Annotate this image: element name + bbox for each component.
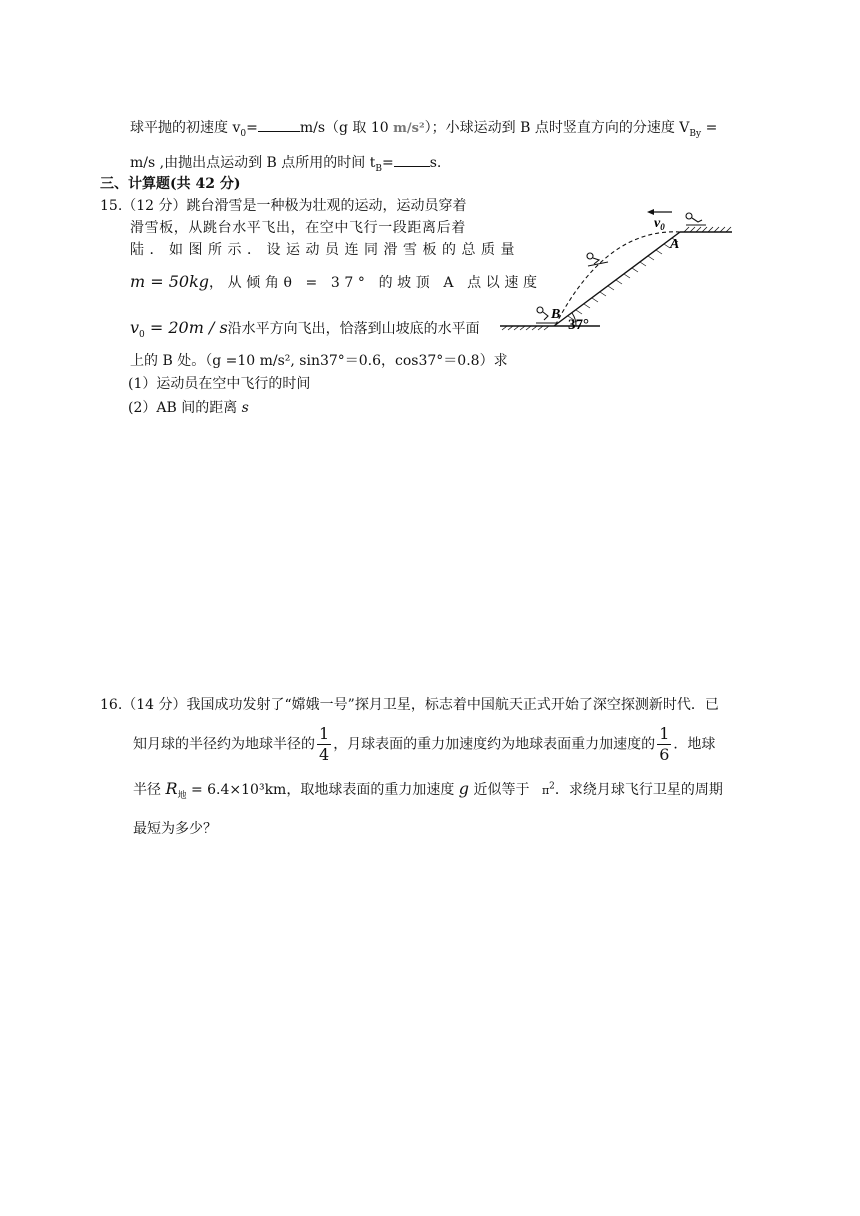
- distance-symbol: s: [241, 400, 249, 416]
- prev-text: ）；小球运动到 B 点时竖直方向的分速度 V: [424, 120, 690, 136]
- q15-sub-question-2: [128, 401, 249, 415]
- fraction-numerator: 1: [319, 724, 330, 743]
- q15-line-4: [130, 274, 542, 290]
- prev-sub: By: [689, 128, 702, 139]
- q15-sub-question-1: (1）运动员在空中飞行的时间: [128, 376, 311, 392]
- q16-text: 知月球的半径约为地球半径的: [133, 736, 315, 753]
- q15-line-3: 陆．如图所示．设运动员连同滑雪板的总质量: [130, 242, 520, 258]
- fraction-one-quarter: [317, 724, 331, 765]
- slope-hatch: [568, 238, 678, 320]
- mass-expr: m = 50kg: [130, 272, 210, 291]
- v0-label: $v_0$: [654, 216, 665, 232]
- fraction-one-sixth: [657, 724, 671, 765]
- prev-text: m/s（g 取 10: [299, 120, 389, 136]
- velocity-arrow-head: [647, 209, 654, 215]
- angle-label: 37°: [568, 317, 589, 333]
- q15-text: 沿水平方向飞出，恰落到山坡底的水平面: [227, 321, 480, 337]
- q16-line-4: 最短为多少？: [133, 821, 217, 837]
- fraction-numerator: 1: [659, 724, 670, 743]
- q16-text: 半径: [133, 782, 166, 798]
- pi-symbol: π: [541, 784, 550, 797]
- q16-text: 近似等于: [469, 782, 530, 798]
- q15-text: ，从倾角θ = 37° 的坡顶 A 点以速度: [209, 275, 542, 291]
- q16-line-2: [133, 724, 715, 765]
- point-b-label: B: [551, 307, 561, 322]
- fraction-denominator: 4: [319, 745, 330, 764]
- ski-slope-figure: [496, 200, 740, 336]
- fraction-denominator: 6: [659, 745, 670, 764]
- radius-symbol: R: [165, 779, 178, 798]
- platform-hatch: [684, 227, 731, 232]
- section-heading: 三、计算题(共 42 分): [100, 176, 241, 192]
- q16-text: ，月球表面的重力加速度约为地球表面重力加速度的: [333, 736, 656, 753]
- q16-text: ．地球: [673, 736, 716, 753]
- point-a-label: A: [670, 237, 680, 252]
- prev-text: 球平抛的初速度 v: [130, 120, 241, 136]
- q16-text: = 6.4×10³km，取地球表面的重力加速度: [186, 782, 459, 798]
- unit-image-text: m/s²: [393, 121, 425, 136]
- q15-line-2: 滑雪板，从跳台水平飞出，在空中飞行一段距离后着: [130, 220, 466, 236]
- velocity-expr: = 20m / s: [144, 318, 228, 337]
- q16-line-3: 半径 $R_地 = 6.4\times 10^3km$，取地球表面的重力加速度 g 近似等于 $\pi^2$．求绕月球飞行卫星的周期: [133, 779, 723, 801]
- prev-line-1: [130, 119, 718, 139]
- prev-text: m/s ,由抛出点运动到 B 点所用的时间 t: [130, 155, 376, 171]
- q15-line-6: 上的 B 处。（g =10 m/s², sin37°＝0.6，cos37°＝0.8）求: [130, 353, 508, 369]
- q16-line-1: 16.（14 分）我国成功发射了“嫦娥一号”探月卫星，标志着中国航天正式开始了深空探测新时代．已: [100, 697, 719, 713]
- prev-text: s.: [429, 155, 442, 171]
- velocity-symbol: v: [130, 318, 140, 337]
- gravity-symbol: g: [458, 779, 470, 798]
- radius-sub: 地: [177, 790, 187, 801]
- prev-text: =: [701, 120, 718, 136]
- prev-text: =: [381, 155, 394, 171]
- answer-blank-tb[interactable]: [394, 154, 430, 167]
- q16-text: ．求绕月球飞行卫星的周期: [554, 782, 723, 798]
- q15-line-1: 15.（12 分）跳台滑雪是一种极为壮观的运动，运动员穿着: [100, 198, 467, 214]
- prev-sub: 0: [240, 128, 247, 139]
- prev-sub: B: [375, 163, 382, 174]
- q15-text: (2）AB 间的距离: [128, 400, 242, 416]
- slope-line: [554, 232, 680, 326]
- velocity-sub: 0: [139, 329, 145, 340]
- prev-line-2: [130, 154, 442, 174]
- answer-blank-v0[interactable]: [258, 119, 300, 132]
- skier-mid-icon: [587, 253, 608, 266]
- q15-line-5: [130, 318, 480, 340]
- prev-text: =: [246, 120, 258, 136]
- skier-top-icon: [686, 213, 706, 225]
